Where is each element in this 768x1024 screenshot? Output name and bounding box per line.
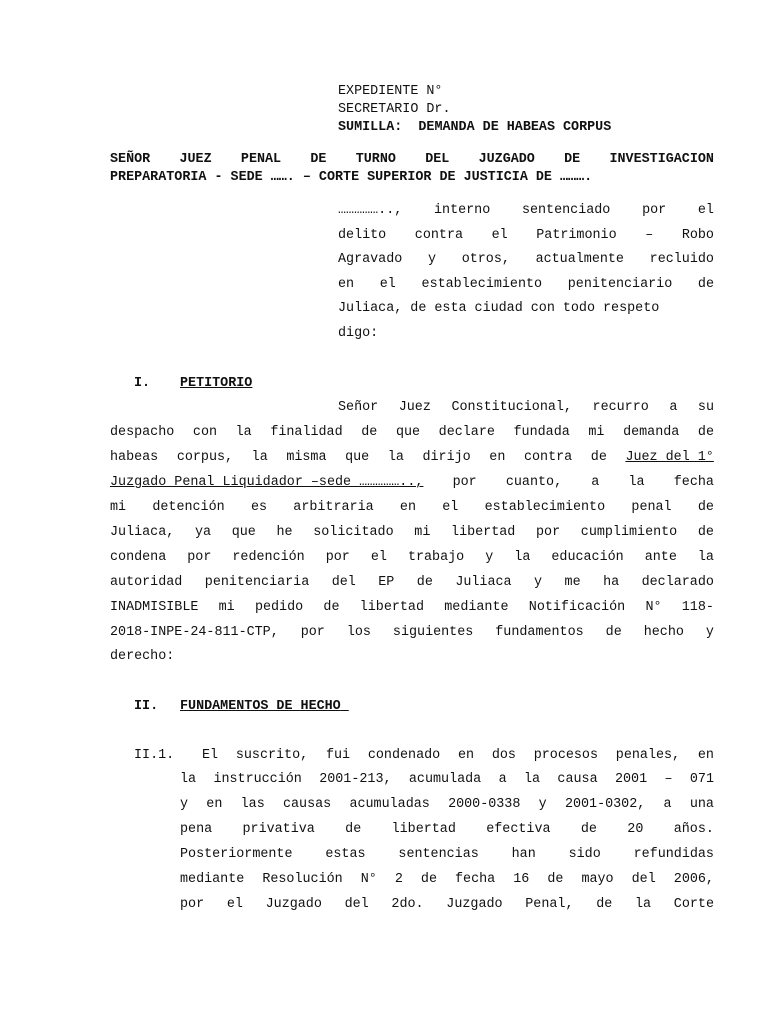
word: penitenciario — [567, 277, 673, 292]
word: DE — [564, 152, 581, 167]
word: de — [590, 450, 607, 465]
word: la — [697, 550, 714, 565]
word: es — [250, 500, 268, 515]
word: penales, — [615, 748, 681, 763]
word: por — [300, 625, 325, 640]
underlined-court: Juez del 1° — [625, 450, 714, 465]
word: una — [689, 797, 714, 812]
word: y — [705, 625, 714, 640]
word: Corte — [673, 897, 714, 912]
section-2-line — [180, 847, 714, 862]
word: el — [370, 550, 387, 565]
word: causa — [557, 772, 598, 787]
word: EP — [378, 575, 395, 590]
word: 2018-INPE-24-811-CTP, — [110, 625, 279, 640]
word: acumulada — [408, 772, 482, 787]
word: 2do. — [391, 897, 424, 912]
word: la — [251, 450, 268, 465]
word: he — [276, 525, 293, 540]
word: misma — [286, 450, 327, 465]
word: procesos — [533, 748, 599, 763]
item-2-1-number: II.1. — [134, 748, 175, 763]
word: Juez — [398, 400, 431, 415]
word: cuanto, — [505, 475, 563, 490]
word: por — [180, 897, 205, 912]
section-1-line — [110, 550, 714, 565]
word: mi — [414, 525, 431, 540]
word: el — [491, 228, 508, 243]
word: que — [395, 425, 421, 440]
word: 2000-0338 — [448, 797, 521, 812]
word: actualmente — [535, 252, 624, 267]
word: educación — [551, 550, 624, 565]
word: solicitado — [313, 525, 394, 540]
intro-last-line: digo: — [338, 326, 379, 341]
section-1-line — [110, 425, 714, 440]
word: arbitraria — [293, 500, 374, 515]
word: la — [514, 550, 531, 565]
word: a — [669, 400, 678, 415]
sumilla-label: SUMILLA: — [338, 120, 403, 135]
word: de — [323, 600, 340, 615]
word: fundamentos — [495, 625, 584, 640]
word: condena — [110, 550, 167, 565]
word: del — [631, 872, 656, 887]
word: todo — [562, 301, 596, 316]
word: redención — [232, 550, 305, 565]
word: 2001 — [614, 772, 648, 787]
word: de — [416, 575, 433, 590]
word: Posteriormente — [180, 847, 293, 862]
word: suscrito, — [235, 748, 309, 763]
word: libertad — [451, 525, 516, 540]
word: ya — [194, 525, 212, 540]
word: mediante — [180, 872, 245, 887]
word: el — [379, 277, 396, 292]
word: mi — [110, 500, 127, 515]
word: de — [697, 500, 714, 515]
word: y — [534, 575, 543, 590]
word: Constitucional, — [451, 400, 572, 415]
intro-line — [338, 203, 714, 218]
word: Resolución — [262, 872, 343, 887]
word: – — [664, 772, 673, 787]
underlined-court-seat: Juzgado Penal Liquidador –sede …………….., — [110, 475, 424, 490]
word: contra — [523, 450, 573, 465]
word: establecimiento — [421, 277, 543, 292]
word: la — [523, 772, 541, 787]
word: 16 — [513, 872, 530, 887]
word: ciudad — [474, 301, 523, 316]
word: en — [489, 450, 506, 465]
word: Agravado — [338, 252, 403, 267]
word: el — [442, 500, 459, 515]
word: de — [580, 822, 597, 837]
word: la — [635, 897, 652, 912]
word: su — [697, 400, 714, 415]
word: con — [530, 301, 555, 316]
section-2-title — [180, 699, 349, 714]
word: 2001-0302, — [564, 797, 646, 812]
word: corpus, — [176, 450, 234, 465]
word: por — [325, 550, 350, 565]
word: por — [452, 475, 477, 490]
word: la — [628, 475, 645, 490]
word: que — [345, 450, 370, 465]
word: siguientes — [392, 625, 474, 640]
word: de — [697, 277, 714, 292]
section-1-line — [110, 475, 714, 490]
word: habeas — [110, 450, 159, 465]
section-2-line — [180, 797, 714, 812]
word: la — [387, 450, 404, 465]
word: 2006, — [673, 872, 714, 887]
word: SEÑOR — [110, 152, 151, 167]
word: N° — [360, 872, 377, 887]
word: el — [697, 203, 714, 218]
word: DEL — [425, 152, 450, 167]
word: fecha — [455, 872, 496, 887]
word: sentenciado — [521, 203, 611, 218]
section-1-line — [110, 575, 714, 590]
section-1-number: I. — [134, 376, 151, 391]
word: condenado — [367, 748, 441, 763]
word: mi — [588, 425, 605, 440]
section-1-last-line: derecho: — [110, 649, 175, 664]
word: 071 — [689, 772, 714, 787]
word: declarado — [641, 575, 714, 590]
word: por — [536, 525, 561, 540]
word: causas — [282, 797, 332, 812]
word: Juliaca — [455, 575, 512, 590]
word: esta — [434, 301, 467, 316]
word: JUEZ — [179, 152, 212, 167]
word: pedido — [254, 600, 304, 615]
section-2-line — [180, 772, 714, 787]
section-2-line — [180, 897, 714, 912]
word: 2001-213, — [319, 772, 392, 787]
word: por — [642, 203, 667, 218]
word: delito — [338, 228, 387, 243]
word: ante — [644, 550, 677, 565]
word: declare — [438, 425, 495, 440]
word: estas — [325, 847, 366, 862]
word: penitenciaria — [204, 575, 310, 590]
addressee-line-2: PREPARATORIA - SEDE ……. – CORTE SUPERIOR DE JUSTICIA DE ………. — [110, 170, 593, 185]
section-1-line — [110, 500, 714, 515]
word: efectiva — [486, 822, 551, 837]
word: en — [338, 277, 355, 292]
word: acumuladas — [349, 797, 430, 812]
word: INVESTIGACION — [609, 152, 714, 167]
section-2-line — [180, 872, 714, 887]
sumilla-text: DEMANDA DE HABEAS CORPUS — [418, 120, 612, 135]
word: de — [596, 897, 613, 912]
word: el — [226, 897, 243, 912]
word: libertad — [391, 822, 456, 837]
word: Juliaca, — [338, 301, 403, 316]
word: Señor — [338, 400, 379, 415]
word: y — [485, 550, 494, 565]
word: – — [645, 228, 654, 243]
word: y — [427, 252, 437, 267]
word: de — [361, 425, 378, 440]
section-1-first-line — [338, 400, 714, 415]
word: fui — [325, 748, 351, 763]
word: del — [331, 575, 356, 590]
word: fundada — [513, 425, 570, 440]
word: años. — [673, 822, 714, 837]
intro-line — [338, 301, 714, 316]
word: Robo — [681, 228, 714, 243]
word: la — [235, 425, 252, 440]
word: Juliaca, — [110, 525, 175, 540]
word: INADMISIBLE — [110, 600, 199, 615]
section-1-line — [110, 625, 714, 640]
intro-line — [338, 277, 714, 292]
word: contra — [414, 228, 464, 243]
word: que — [231, 525, 256, 540]
word: N° — [645, 600, 662, 615]
word: de — [547, 872, 564, 887]
word: despacho — [110, 425, 175, 440]
word: me — [564, 575, 581, 590]
word: con — [192, 425, 218, 440]
sumilla — [338, 120, 611, 135]
word: han — [511, 847, 536, 862]
secretario-label: SECRETARIO Dr. — [338, 102, 451, 117]
word: Notificación — [528, 600, 626, 615]
word: de — [605, 625, 622, 640]
word: DE — [310, 152, 327, 167]
word: y — [538, 797, 547, 812]
word: refundidas — [633, 847, 714, 862]
word: Patrimonio — [536, 228, 617, 243]
word: instrucción — [213, 772, 302, 787]
word: Juzgado — [446, 897, 503, 912]
word: 2 — [394, 872, 403, 887]
word: otros, — [461, 252, 510, 267]
word: en — [697, 748, 714, 763]
section-1-line — [110, 600, 714, 615]
word: en — [399, 500, 416, 515]
word: de — [697, 525, 714, 540]
word: en — [206, 797, 223, 812]
word: los — [346, 625, 371, 640]
word: TURNO — [355, 152, 396, 167]
section-2-number: II. — [134, 699, 159, 714]
word: a — [663, 797, 672, 812]
word: mayo — [581, 872, 614, 887]
word: de — [420, 872, 437, 887]
word: a — [591, 475, 600, 490]
word: Penal, — [525, 897, 574, 912]
word: y — [180, 797, 189, 812]
word: dirijo — [422, 450, 471, 465]
word: finalidad — [270, 425, 343, 440]
word: sido — [568, 847, 601, 862]
intro-line — [338, 252, 714, 267]
word: a — [498, 772, 507, 787]
word: 20 — [627, 822, 644, 837]
word: recluido — [649, 252, 714, 267]
word: del — [344, 897, 369, 912]
word: sentencias — [398, 847, 479, 862]
section-2-line — [180, 822, 714, 837]
section-1-line — [110, 450, 714, 465]
word: de — [345, 822, 362, 837]
word: fecha — [673, 475, 714, 490]
word: por — [187, 550, 212, 565]
word: ha — [603, 575, 620, 590]
word: mediante — [444, 600, 509, 615]
word: dos — [491, 748, 516, 763]
word: la — [180, 772, 197, 787]
word: las — [240, 797, 265, 812]
section-1-line — [110, 525, 714, 540]
section-1-title: PETITORIO — [180, 376, 253, 391]
word: detención — [152, 500, 225, 515]
word: trabajo — [407, 550, 465, 565]
word: establecimiento — [484, 500, 606, 515]
intro-line — [338, 228, 714, 243]
section-2-line — [202, 748, 714, 763]
word: penal — [631, 500, 672, 515]
word: Juzgado — [265, 897, 322, 912]
section-2-title-text: FUNDAMENTOS DE HECHO — [180, 699, 341, 714]
word: JUZGADO — [478, 152, 535, 167]
word: de — [410, 301, 427, 316]
word: …………….., — [338, 203, 403, 218]
word: pena — [180, 822, 213, 837]
word: libertad — [359, 600, 425, 615]
word: privativa — [242, 822, 315, 837]
expediente-label: EXPEDIENTE N° — [338, 84, 443, 99]
word: cumplimiento — [580, 525, 678, 540]
addressee-line-1 — [110, 152, 714, 167]
word: en — [457, 748, 475, 763]
word: 118- — [681, 600, 714, 615]
word: mi — [218, 600, 235, 615]
word: interno — [434, 203, 491, 218]
word: hecho — [643, 625, 684, 640]
word: demanda — [623, 425, 680, 440]
word: autoridad — [110, 575, 183, 590]
word: de — [697, 425, 714, 440]
word: PENAL — [240, 152, 282, 167]
word: El — [202, 748, 219, 763]
word: recurro — [592, 400, 649, 415]
word: respeto — [603, 301, 660, 316]
